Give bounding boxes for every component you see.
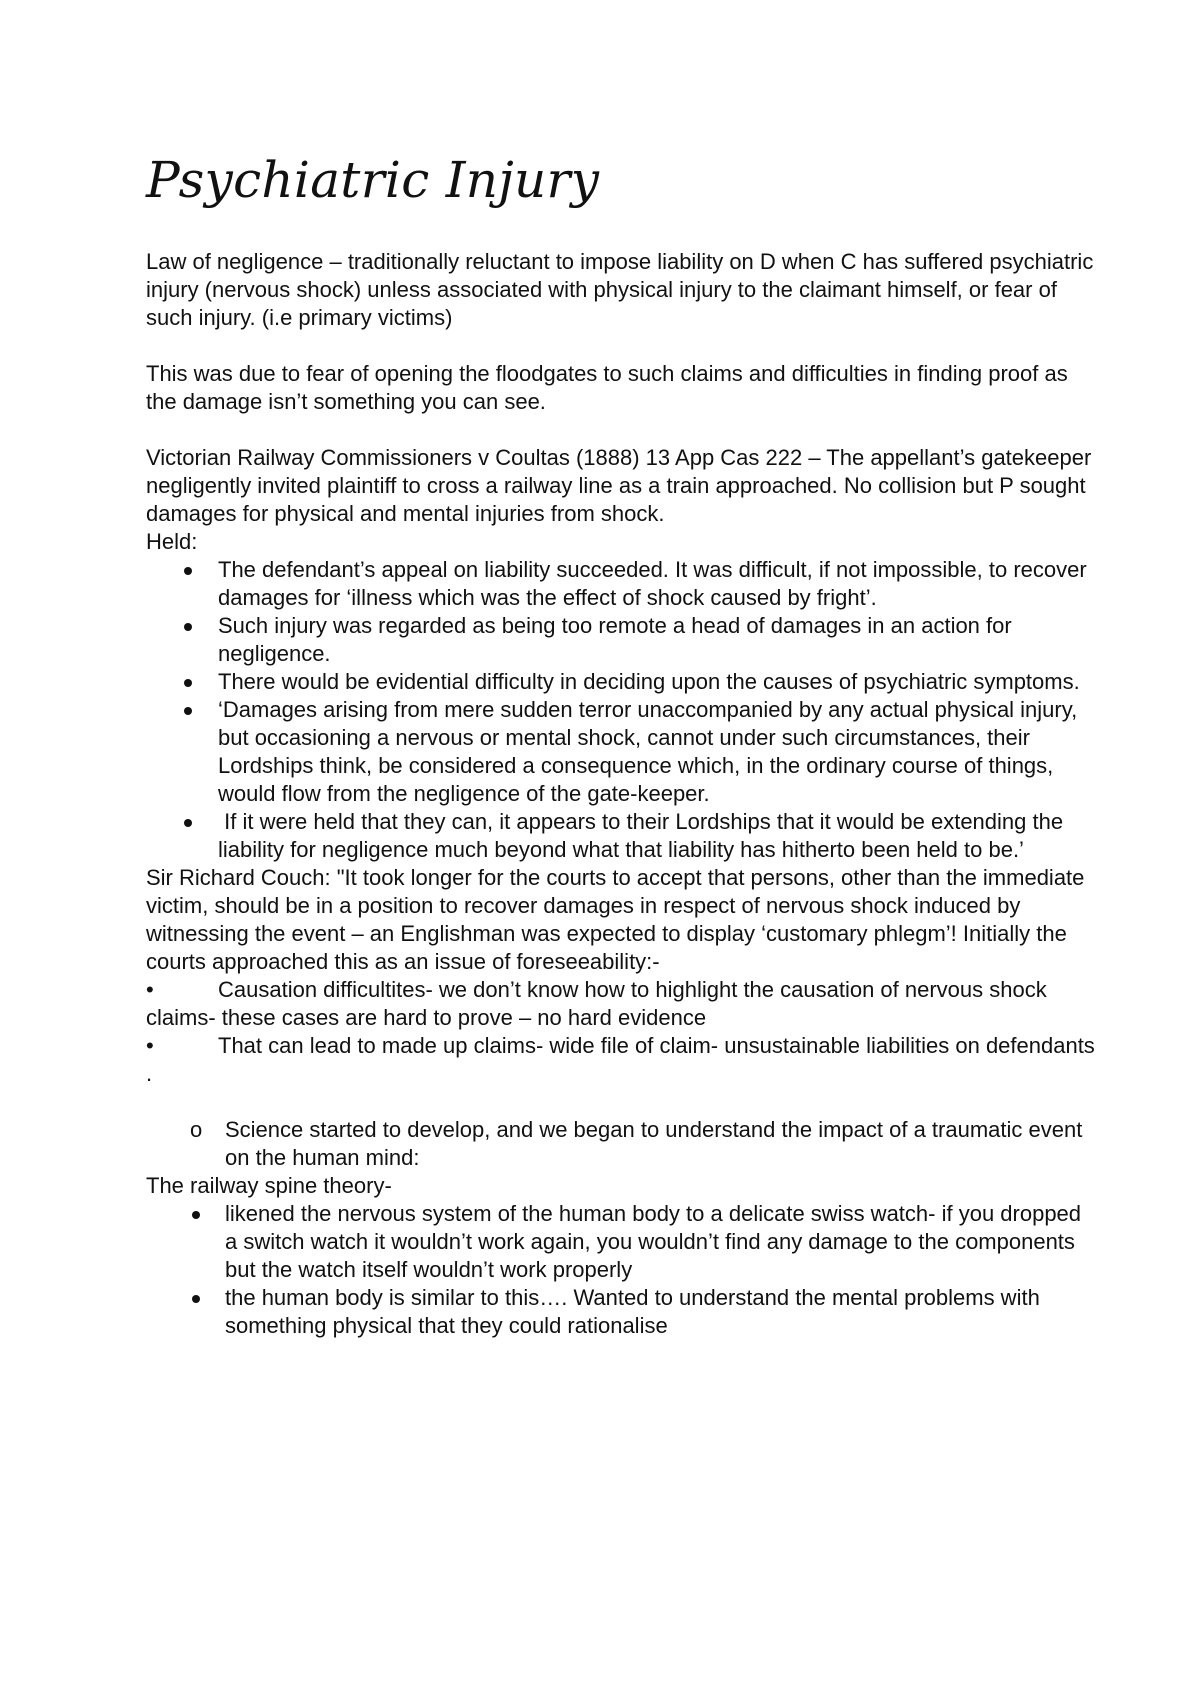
circle-bullet-symbol: o [190, 1117, 203, 1142]
railway-label: The railway spine theory- [146, 1173, 392, 1198]
document-page [146, 150, 1096, 1340]
plain-bullet-item [146, 1032, 1096, 1088]
case-paragraph: Victorian Railway Commissioners v Coultas (1888) 13 App Cas 222 – The appellant’s gatekeeper negligently invited plaintiff to cross a railway line as a train approached. No collision but P sought damages for physical and mental injuries from shock. [146, 445, 1092, 526]
held-list [146, 556, 1096, 864]
circle-bullet-text: Science started to develop, and we began to understand the impact of a traumatic event on the human mind: [225, 1117, 1083, 1170]
bullet-symbol: • [146, 977, 154, 1002]
list-item: the human body is similar to this…. Wanted to understand the mental problems with something physical that they could rationalise [146, 1284, 1096, 1340]
circle-bullet-item [146, 1116, 1096, 1172]
list-item: The defendant’s appeal on liability succeeded. It was difficult, if not impossible, to recover damages for ‘illness which was the effect of shock caused by fright’. [146, 556, 1096, 612]
intro-paragraph: Law of negligence – traditionally reluctant to impose liability on D when C has suffered psychiatric injury (nervous shock) unless associated with physical injury to the claimant himself, or fear of such injury. (i.e primary victims) [146, 249, 1094, 330]
plain-bullet-text: Causation difficultites- we don’t know how to highlight the causation of nervous shock claims- these cases are hard to prove – no hard evidence [146, 977, 1047, 1030]
held-label: Held: [146, 529, 198, 554]
list-item: If it were held that they can, it appears to their Lordships that it would be extending the liability for negligence much beyond what that liability has hitherto been held to be.’ [146, 808, 1096, 864]
bullet-symbol: • [146, 1033, 154, 1058]
list-item: ‘Damages arising from mere sudden terror unaccompanied by any actual physical injury, but occasioning a nervous or mental shock, cannot under such circumstances, their Lordships think, be considered a consequence which, in the ordinary course of things, would flow from the negligence of the gate-keeper. [146, 696, 1096, 808]
page-title: Psychiatric Injury [146, 151, 600, 209]
railway-list [146, 1200, 1096, 1340]
plain-bullet-item [146, 976, 1096, 1032]
floodgates-paragraph: This was due to fear of opening the floodgates to such claims and difficulties in finding proof as the damage isn’t something you can see. [146, 361, 1068, 414]
list-item: Such injury was regarded as being too remote a head of damages in an action for negligence. [146, 612, 1096, 668]
couch-paragraph: Sir Richard Couch: "It took longer for the courts to accept that persons, other than the immediate victim, should be in a position to recover damages in respect of nervous shock induced by witnessing the event – an Englishman was expected to display ‘customary phlegm’! Initially the courts approached this as an issue of foreseeability:- [146, 865, 1085, 974]
list-item: There would be evidential difficulty in deciding upon the causes of psychiatric symptoms. [146, 668, 1096, 696]
list-item: likened the nervous system of the human body to a delicate swiss watch- if you dropped a switch watch it wouldn’t work again, you wouldn’t find any damage to the components but the watch itself wouldn’t work properly [146, 1200, 1096, 1284]
plain-bullet-text: That can lead to made up claims- wide file of claim- unsustainable liabilities on defendants . [146, 1033, 1095, 1086]
